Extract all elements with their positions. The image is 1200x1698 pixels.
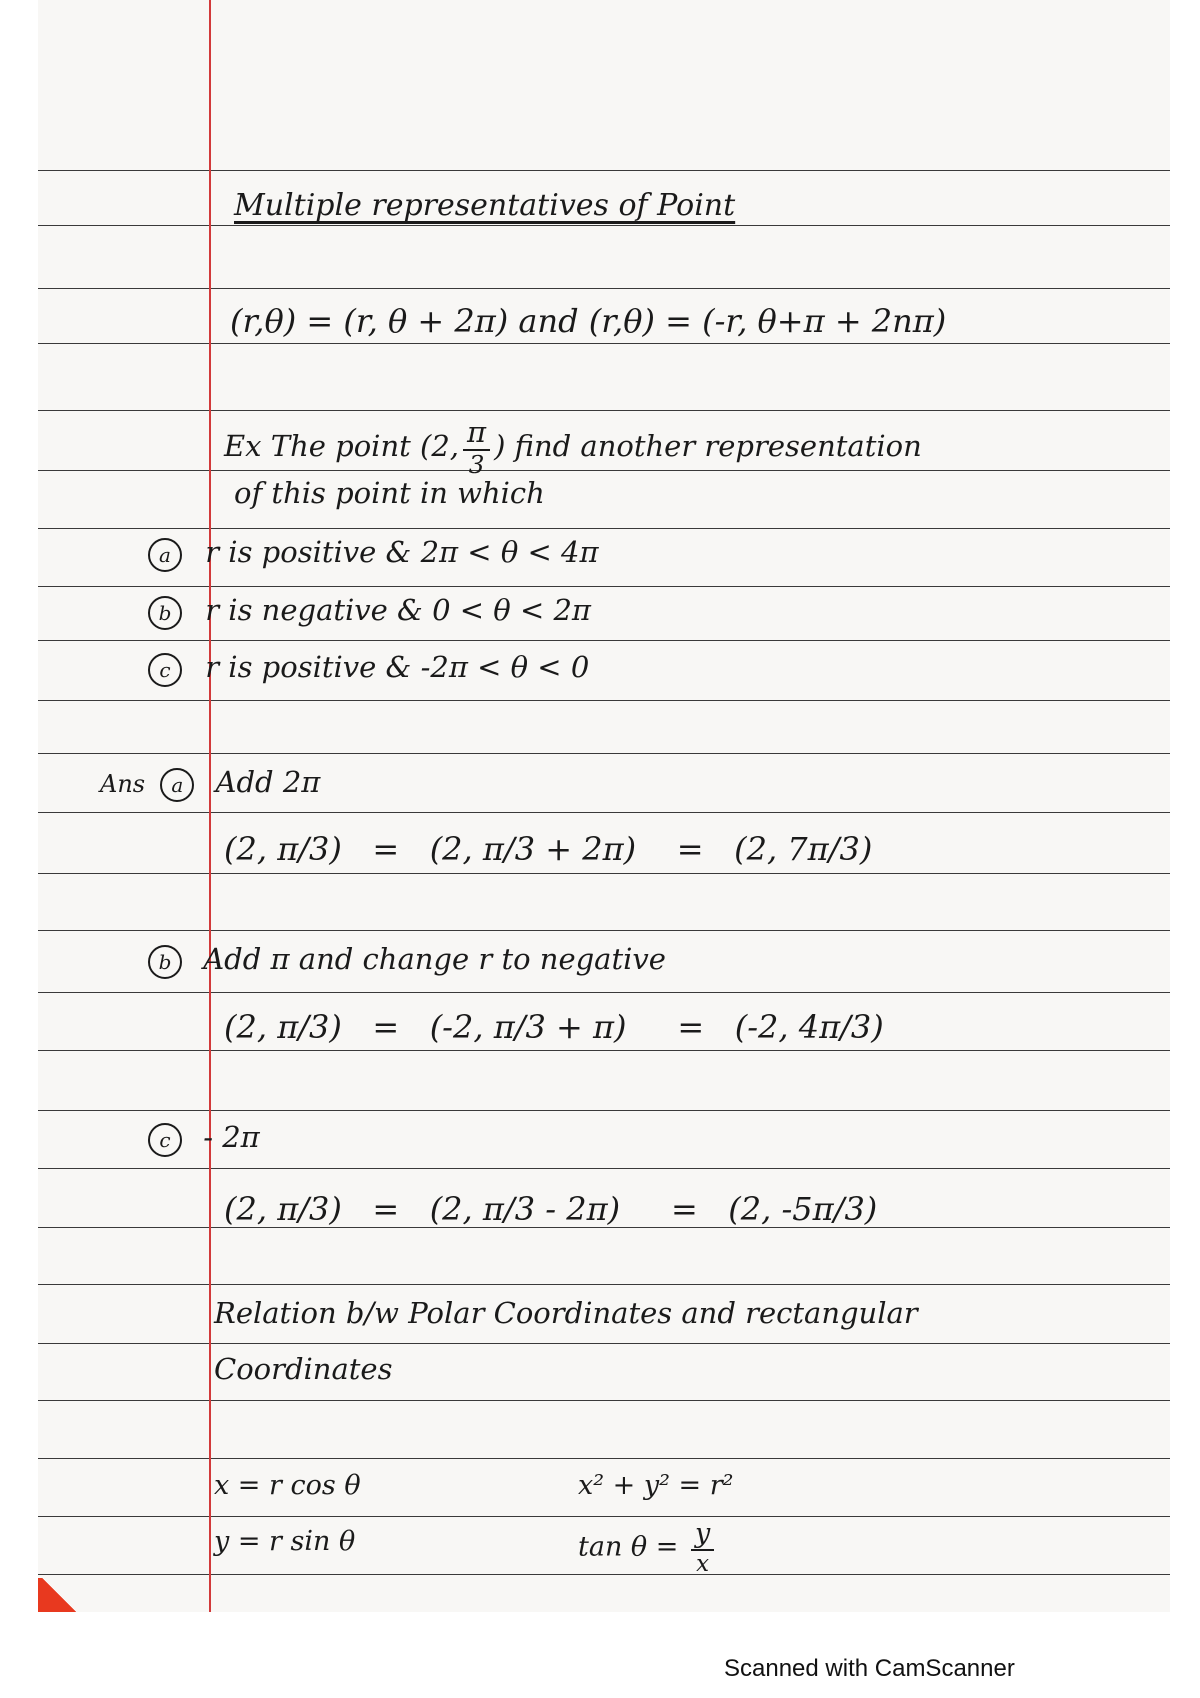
example-suffix: find another representation — [514, 428, 922, 463]
margin-line — [209, 0, 211, 1612]
label-a-icon: a — [160, 768, 194, 802]
condition-b: b r is negative & 0 < θ < 2π — [148, 593, 591, 630]
page-title: Multiple representatives of Point — [234, 188, 736, 223]
label-c-icon: c — [148, 653, 182, 687]
answer-c-steps: (2, π/3) = (2, π/3 - 2π) = (2, -5π/3) — [224, 1190, 878, 1228]
answer-a-heading: Ans a Add 2π — [100, 765, 320, 802]
relation-line-2: Coordinates — [214, 1352, 393, 1386]
scanner-watermark: Scanned with CamScanner — [724, 1655, 1015, 1682]
notebook-page — [38, 0, 1170, 1612]
example-line-1: Ex The point (2, $\frac{\pi}{3}$ ) find another representation — [224, 415, 922, 479]
answer-b-steps: (2, π/3) = (-2, π/3 + π) = (-2, 4π/3) — [224, 1008, 884, 1046]
condition-c: c r is positive & -2π < θ < 0 — [148, 650, 589, 687]
label-b-icon: b — [148, 945, 182, 979]
answer-a-steps: (2, π/3) = (2, π/3 + 2π) = (2, 7π/3) — [224, 830, 873, 868]
example-line-2: of this point in which — [234, 476, 545, 510]
fraction-y-x: $\frac{y}{x}$ — [691, 1520, 714, 1576]
answer-c-heading: c - 2π — [148, 1120, 260, 1157]
point-r: 2, — [431, 428, 459, 463]
relation-line-1: Relation b/w Polar Coordinates and rectangular — [214, 1296, 918, 1330]
formula-y: y = r sin θ — [214, 1526, 356, 1557]
answer-label: Ans — [100, 770, 146, 798]
condition-a: a r is positive & 2π < θ < 4π — [148, 535, 599, 572]
fraction-pi-3: $\frac{\pi}{3}$ — [463, 418, 490, 478]
label-b-icon: b — [148, 596, 182, 630]
label-c-icon: c — [148, 1123, 182, 1157]
rule-equation: (r,θ) = (r, θ + 2π) and (r,θ) = (-r, θ+π + 2nπ) — [230, 302, 947, 340]
formula-sum-squares: x² + y² = r² — [578, 1470, 734, 1501]
page-corner — [38, 1578, 80, 1612]
label-a-icon: a — [148, 538, 182, 572]
answer-b-heading: b Add π and change r to negative — [148, 942, 666, 979]
formula-x: x = r cos θ — [214, 1470, 361, 1501]
example-prefix: Ex The point — [224, 428, 411, 463]
formula-tan: tan θ = $\frac{y}{x}$ — [578, 1520, 718, 1576]
